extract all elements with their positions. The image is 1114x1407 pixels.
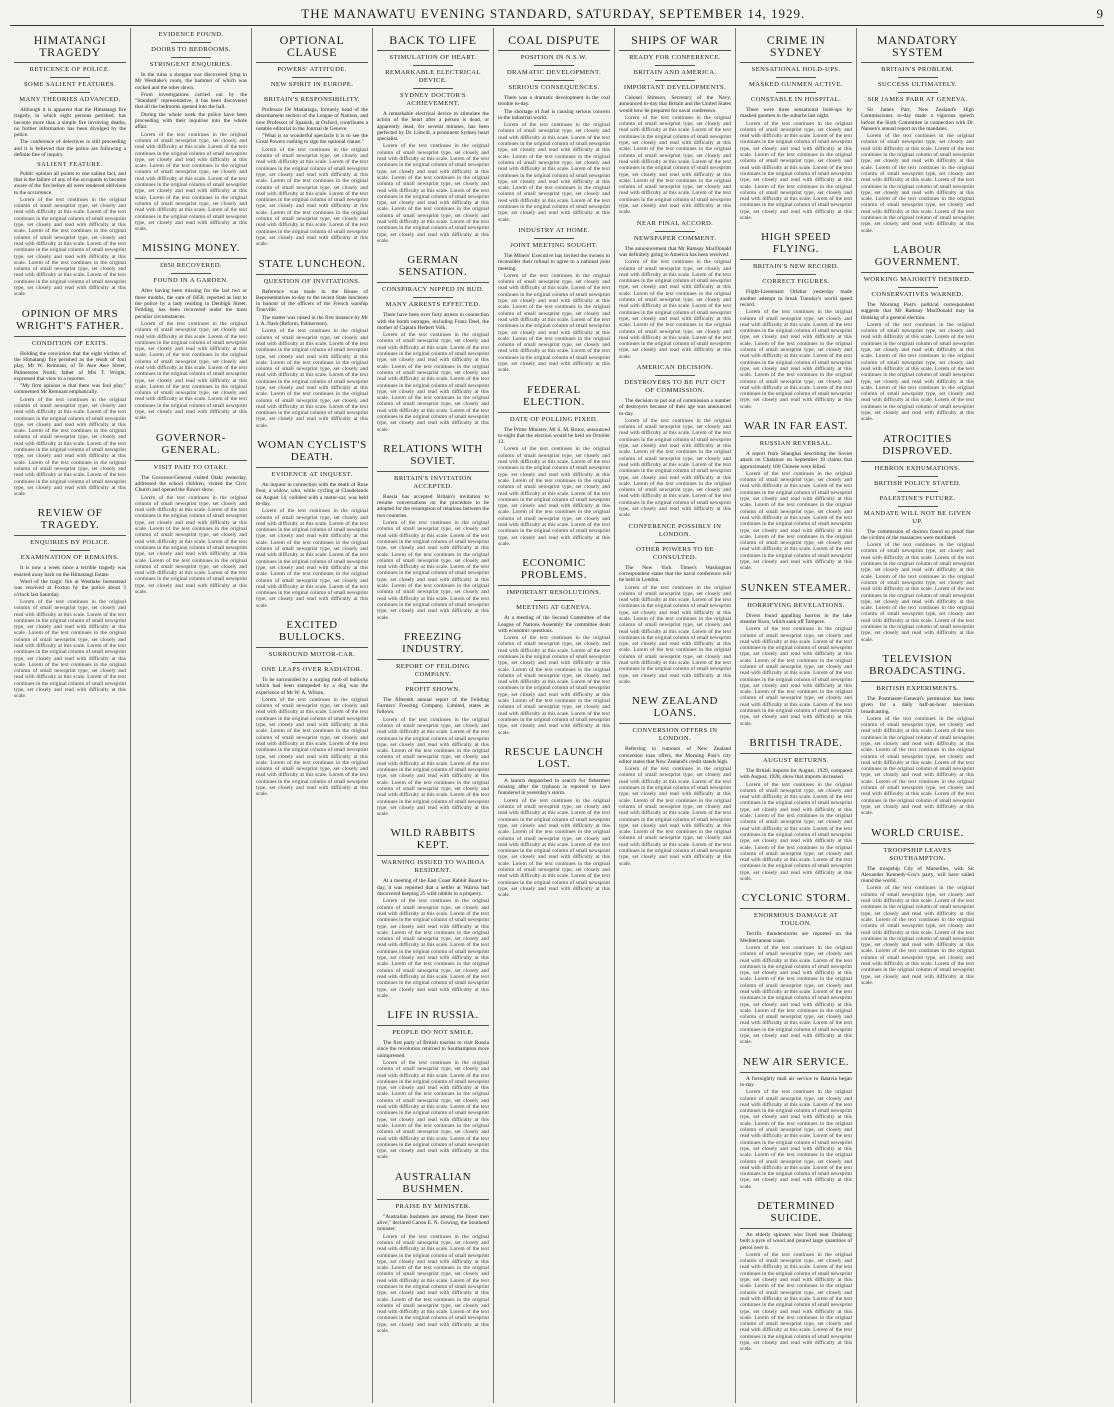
article-headline: OPTIONAL CLAUSE	[256, 28, 368, 63]
article-subheading: POWERS' ATTITUDE.	[277, 66, 347, 73]
article-paragraph: Lorem of the text continues in the original column of small newsprint type, set closely and read with difficulty at this scale. Lorem of the text continues in the original column of small newsprint type, set closely and read with difficulty at this scale. Lorem of the text continues in the original column of small newsprint type, set closely and read with difficulty at this scale. Lorem of the text continues in the original column of small newsprint type, set closely and read with difficulty at this scale. Lorem of the text continues in the original column of small newsprint type, set closely and read with difficulty at this scale. Lorem of the text continues in the original column of small newsprint type, set closely and read with difficulty at this scale.	[14, 196, 126, 298]
divider	[171, 273, 211, 274]
article	[377, 1165, 489, 1335]
article-headline: RELATIONS WITH SOVIET.	[377, 437, 489, 472]
article-paragraph: The matter was raised in the first instance by Mr J. A. Nash (Reform, Palmerston).	[256, 314, 368, 328]
article-paragraph: Colonel Stimson, Secretary of the Navy, announced to-day that Britain and the United States would now be prepared for naval conference.	[619, 95, 731, 114]
article-paragraph: Lorem of the text continues in the original column of small newsprint type, set closely and read with difficulty at this scale. Lorem of the text continues in the original column of small newsprint type, set closely and read with difficulty at this scale. Lorem of the text continues in the original column of small newsprint type, set closely and read with difficulty at this scale. Lorem of the text continues in the original column of small newsprint type, set closely and read with difficulty at this scale. Lorem of the text continues in the original column of small newsprint type, set closely and read with difficulty at this scale. Lorem of the text continues in the original column of small newsprint type, set closely and read with difficulty at this scale.	[740, 626, 852, 727]
divider	[655, 65, 695, 66]
article-paragraph: Lorem of the text continues in the original column of small newsprint type, set closely and read with difficulty at this scale. Lorem of the text continues in the original column of small newsprint type, set closely and read with difficulty at this scale. Lorem of the text continues in the original column of small newsprint type, set closely and read with difficulty at this scale. Lorem of the text continues in the original column of small newsprint type, set closely and read with difficulty at this scale. Lorem of the text continues in the original column of small newsprint type, set closely and read with difficulty at this scale. Lorem of the text continues in the original column of small newsprint type, set closely and read with difficulty at this scale.	[135, 494, 247, 595]
article-paragraph: The shortage of fuel is causing serious concern in the industrial world.	[498, 108, 610, 121]
article-subheading: CONSTABLE IN HOSPITAL.	[750, 96, 842, 103]
article-paragraph: Lorem of the text continues in the original column of small newsprint type, set closely and read with difficulty at this scale. Lorem of the text continues in the original column of small newsprint type, set closely and read with difficulty at this scale. Lorem of the text continues in the original column of small newsprint type, set closely and read with difficulty at this scale. Lorem of the text continues in the original column of small newsprint type, set closely and read with difficulty at this scale. Lorem of the text continues in the original column of small newsprint type, set closely and read with difficulty at this scale. Lorem of the text continues in the original column of small newsprint type, set closely and read with difficulty at this scale.	[619, 417, 731, 519]
article-headline: TELEVISION BROADCASTING.	[861, 647, 974, 682]
article-subheading: OTHER POWERS TO BE CONSULTED.	[636, 545, 714, 561]
article-subheading: MANDATE WILL NOT BE GIVEN UP.	[863, 509, 972, 525]
article-subheading: ONE LEAPS OVER RADIATOR.	[261, 666, 363, 673]
article-subheading: IMPORTANT RESOLUTIONS.	[506, 589, 602, 597]
divider	[898, 476, 938, 477]
article-headline: OPINION OF MRS WRIGHT'S FATHER.	[14, 302, 126, 337]
article-subheading: BRITAIN'S RESPONSIBILITY.	[263, 96, 361, 103]
article-headline: BACK TO LIFE	[377, 28, 489, 51]
column-5	[494, 28, 615, 1403]
column-1	[10, 28, 131, 1403]
article-paragraph: "What is so wonderful spectacle it is to see the Great Powers rushing to sign the optional clause."	[256, 133, 368, 146]
article-subheading: BRITISH EXPERIMENTS.	[876, 684, 959, 692]
article-subheading: PROFIT SHOWN.	[405, 685, 461, 693]
article-paragraph: Lorem of the text continues in the original column of small newsprint type, set closely and read with difficulty at this scale. Lorem of the text continues in the original column of small newsprint type, set closely and read with difficulty at this scale. Lorem of the text continues in the original column of small newsprint type, set closely and read with difficulty at this scale. Lorem of the text continues in the original column of small newsprint type, set closely and read with difficulty at this scale. Lorem of the text continues in the original column of small newsprint type, set closely and read with difficulty at this scale. Lorem of the text continues in the original column of small newsprint type, set closely and read with difficulty at this scale.	[740, 120, 852, 222]
article-paragraph: Lorem of the text continues in the original column of small newsprint type, set closely and read with difficulty at this scale. Lorem of the text continues in the original column of small newsprint type, set closely and read with difficulty at this scale. Lorem of the text continues in the original column of small newsprint type, set closely and read with difficulty at this scale. Lorem of the text continues in the original column of small newsprint type, set closely and read with difficulty at this scale. Lorem of the text continues in the original column of small newsprint type, set closely and read with difficulty at this scale. Lorem of the text continues in the original column of small newsprint type, set closely and read with difficulty at this scale.	[619, 114, 731, 216]
article-paragraph: Lorem of the text continues in the original column of small newsprint type, set closely and read with difficulty at this scale. Lorem of the text continues in the original column of small newsprint type, set closely and read with difficulty at this scale. Lorem of the text continues in the original column of small newsprint type, set closely and read with difficulty at this scale. Lorem of the text continues in the original column of small newsprint type, set closely and read with difficulty at this scale. Lorem of the text continues in the original column of small newsprint type, set closely and read with difficulty at this scale. Lorem of the text continues in the original column of small newsprint type, set closely and read with difficulty at this scale.	[256, 696, 368, 798]
article-paragraph: To be surrounded by a surging mob of bullocks which had been stampeded by a dog was the experience of Mr W. A. Wilson.	[256, 677, 368, 696]
article-headline: SUNKEN STEAMER.	[740, 576, 852, 599]
article-headline: CRIME IN SYDNEY	[740, 28, 852, 63]
article	[861, 28, 974, 234]
article-paragraph: Flight-Lieutenant Orlebar yesterday made another attempt to break Tuesday's world speed record.	[740, 289, 852, 308]
article-paragraph: Russia has accepted Britain's invitation to resume conversations on the procedure to be adopted for the resumption of relations between the two countries.	[377, 493, 489, 519]
column-6	[615, 28, 736, 1403]
article-paragraph: A fortnightly mail air service to Batavia began to-day.	[740, 1075, 852, 1088]
article-paragraph: Word of the tragic fire at Westlake homestead was received at Foxton by the police about 3 o'clock last Saturday.	[14, 579, 126, 598]
article-paragraph: The British imports for August, 1929, compared with August, 1928, show that imports increased.	[740, 767, 852, 781]
article-subheading: NEWSPAPER COMMENT.	[633, 234, 717, 242]
divider	[413, 88, 453, 89]
article-subheading: NEW SPIRIT IN EUROPE.	[270, 81, 354, 88]
article-paragraph: The Postmaster-General's permission has been given for a daily half-an-hour television broadcasting.	[861, 695, 974, 715]
article-paragraph: The conference of detectives is still proceeding and it is believed that the police are following a definite line of inquiry.	[14, 139, 126, 159]
column-4	[373, 28, 494, 1403]
article-headline: RESCUE LAUNCH LOST.	[498, 740, 610, 775]
article-paragraph: Referring to rumours of New Zealand conversion loan offers, the Morning Post's city editor states that New Zealand's credit stands high.	[619, 746, 731, 765]
article-paragraph: Although it is apparent that the Himatangi fire tragedy, in which eight persons perished, has become more than a simple fire involving deaths, no further information has been divulged by the police.	[14, 107, 126, 139]
article-subheading: SERIOUS CONSEQUENCES.	[508, 84, 600, 91]
article	[861, 427, 974, 643]
article-subheading: SURROUND MOTOR-CAR.	[268, 651, 356, 658]
article-subheading: RETICENCE OF POLICE.	[29, 66, 111, 73]
article-paragraph: Lorem of the text continues in the original column of small newsprint type, set closely and read with difficulty at this scale. Lorem of the text continues in the original column of small newsprint type, set closely and read with difficulty at this scale. Lorem of the text continues in the original column of small newsprint type, set closely and read with difficulty at this scale. Lorem of the text continues in the original column of small newsprint type, set closely and read with difficulty at this scale. Lorem of the text continues in the original column of small newsprint type, set closely and read with difficulty at this scale. Lorem of the text continues in the original column of small newsprint type, set closely and read with difficulty at this scale.	[619, 259, 731, 360]
divider	[413, 682, 453, 683]
article-subheading: SYDNEY DOCTOR'S ACHIEVEMENT.	[400, 92, 466, 107]
article-headline: MANDATORY SYSTEM	[861, 28, 974, 63]
article-paragraph: The first party of British tourists to visit Russia since the revolution returned to Southampton more unimpressed.	[377, 1040, 489, 1059]
article-subheading: MEETING AT GENEVA.	[516, 604, 592, 612]
article-subheading: CONFERENCE POSSIBLY IN LONDON.	[628, 522, 722, 538]
article-paragraph: After having been missing for the last two or three months, the sum of £850, reported as lost to the police by a lady residing in Denbigh Street, Feilding, has been recovered under the most peculiar circumstances.	[135, 288, 247, 320]
column-2	[131, 28, 252, 1403]
article-subheading: EXAMINATION OF REMAINS.	[20, 554, 120, 562]
article	[740, 28, 852, 221]
article-paragraph: Lorem of the text continues in the original column of small newsprint type, set closely and read with difficulty at this scale. Lorem of the text continues in the original column of small newsprint type, set closely and read with difficulty at this scale. Lorem of the text continues in the original column of small newsprint type, set closely and read with difficulty at this scale. Lorem of the text continues in the original column of small newsprint type, set closely and read with difficulty at this scale. Lorem of the text continues in the original column of small newsprint type, set closely and read with difficulty at this scale. Lorem of the text continues in the original column of small newsprint type, set closely and read with difficulty at this scale.	[740, 1089, 852, 1190]
article-paragraph: Lorem of the text continues in the original column of small newsprint type, set closely and read with difficulty at this scale. Lorem of the text continues in the original column of small newsprint type, set closely and read with difficulty at this scale. Lorem of the text continues in the original column of small newsprint type, set closely and read with difficulty at this scale. Lorem of the text continues in the original column of small newsprint type, set closely and read with difficulty at this scale. Lorem of the text continues in the original column of small newsprint type, set closely and read with difficulty at this scale. Lorem of the text continues in the original column of small newsprint type, set closely and read with difficulty at this scale.	[861, 542, 974, 643]
article-paragraph: During the whole week the police have been proceeding with their inquiries into the whole affair.	[135, 111, 247, 131]
article	[377, 1003, 489, 1161]
divider	[898, 506, 938, 507]
divider	[534, 65, 574, 66]
article-subheading: INDUSTRY AT HOME.	[518, 226, 590, 234]
article	[377, 437, 489, 621]
article-paragraph: Lorem of the text continues in the original column of small newsprint type, set closely and read with difficulty at this scale. Lorem of the text continues in the original column of small newsprint type, set closely and read with difficulty at this scale. Lorem of the text continues in the original column of small newsprint type, set closely and read with difficulty at this scale. Lorem of the text continues in the original column of small newsprint type, set closely and read with difficulty at this scale. Lorem of the text continues in the original column of small newsprint type, set closely and read with difficulty at this scale. Lorem of the text continues in the original column of small newsprint type, set closely and read with difficulty at this scale.	[740, 1251, 852, 1353]
article-paragraph: Lorem of the text continues in the original column of small newsprint type, set closely and read with difficulty at this scale. Lorem of the text continues in the original column of small newsprint type, set closely and read with difficulty at this scale. Lorem of the text continues in the original column of small newsprint type, set closely and read with difficulty at this scale. Lorem of the text continues in the original column of small newsprint type, set closely and read with difficulty at this scale. Lorem of the text continues in the original column of small newsprint type, set closely and read with difficulty at this scale. Lorem of the text continues in the original column of small newsprint type, set closely and read with difficulty at this scale.	[861, 715, 974, 817]
article-paragraph: Professor De Madariaga, formerly head of the disarmament section of the League of Nations, and now Professor of Spanish, at Oxford, contributes a notable editorial to the Journal de Geneve.	[256, 107, 368, 132]
article-paragraph: Lorem of the text continues in the original column of small newsprint type, set closely and read with difficulty at this scale. Lorem of the text continues in the original column of small newsprint type, set closely and read with difficulty at this scale. Lorem of the text continues in the original column of small newsprint type, set closely and read with difficulty at this scale. Lorem of the text continues in the original column of small newsprint type, set closely and read with difficulty at this scale. Lorem of the text continues in the original column of small newsprint type, set closely and read with difficulty at this scale. Lorem of the text continues in the original column of small newsprint type, set closely and read with difficulty at this scale.	[14, 598, 126, 700]
article-paragraph: There were three sensational hold-ups by masked gunmen in the suburbs last night.	[740, 107, 852, 120]
article-paragraph: Public opinion all points to one salient fact, and that is the failure of any of the occupants to become aware of the fire before all were rendered oblivious to the occurrence.	[14, 170, 126, 196]
article-headline: LABOUR GOVERNMENT.	[861, 238, 974, 273]
article-paragraph: Lorem of the text continues in the original column of small newsprint type, set closely and read with difficulty at this scale. Lorem of the text continues in the original column of small newsprint type, set closely and read with difficulty at this scale. Lorem of the text continues in the original column of small newsprint type, set closely and read with difficulty at this scale. Lorem of the text continues in the original column of small newsprint type, set closely and read with difficulty at this scale. Lorem of the text continues in the original column of small newsprint type, set closely and read with difficulty at this scale. Lorem of the text continues in the original column of small newsprint type, set closely and read with difficulty at this scale.	[740, 309, 852, 410]
divider	[898, 92, 938, 93]
article-paragraph: Lorem of the text continues in the original column of small newsprint type, set closely and read with difficulty at this scale. Lorem of the text continues in the original column of small newsprint type, set closely and read with difficulty at this scale. Lorem of the text continues in the original column of small newsprint type, set closely and read with difficulty at this scale. Lorem of the text continues in the original column of small newsprint type, set closely and read with difficulty at this scale. Lorem of the text continues in the original column of small newsprint type, set closely and read with difficulty at this scale. Lorem of the text continues in the original column of small newsprint type, set closely and read with difficulty at this scale.	[377, 332, 489, 433]
article-subheading: ENQUIRIES BY POLICE.	[30, 539, 110, 547]
article-paragraph: Lorem of the text continues in the original column of small newsprint type, set closely and read with difficulty at this scale. Lorem of the text continues in the original column of small newsprint type, set closely and read with difficulty at this scale. Lorem of the text continues in the original column of small newsprint type, set closely and read with difficulty at this scale. Lorem of the text continues in the original column of small newsprint type, set closely and read with difficulty at this scale. Lorem of the text continues in the original column of small newsprint type, set closely and read with difficulty at this scale. Lorem of the text continues in the original column of small newsprint type, set closely and read with difficulty at this scale.	[498, 446, 610, 547]
article-subheading: AUGUST RETURNS.	[763, 756, 829, 764]
article	[14, 28, 126, 298]
article-subheading: VISIT PAID TO OTAKI.	[153, 463, 229, 471]
article	[740, 731, 852, 882]
article-paragraph: Lorem of the text continues in the original column of small newsprint type, set closely and read with difficulty at this scale. Lorem of the text continues in the original column of small newsprint type, set closely and read with difficulty at this scale. Lorem of the text continues in the original column of small newsprint type, set closely and read with difficulty at this scale. Lorem of the text continues in the original column of small newsprint type, set closely and read with difficulty at this scale. Lorem of the text continues in the original column of small newsprint type, set closely and read with difficulty at this scale. Lorem of the text continues in the original column of small newsprint type, set closely and read with difficulty at this scale.	[740, 781, 852, 883]
article-subheading: HORRIFYING REVELATIONS.	[747, 601, 845, 609]
article	[498, 740, 610, 899]
article-paragraph: The commission of doctors found no proof that the victims of the massacres were mutilated.	[861, 528, 974, 541]
article-paragraph: Lorem of the text continues in the original column of small newsprint type, set closely and read with difficulty at this scale. Lorem of the text continues in the original column of small newsprint type, set closely and read with difficulty at this scale. Lorem of the text continues in the original column of small newsprint type, set closely and read with difficulty at this scale. Lorem of the text continues in the original column of small newsprint type, set closely and read with difficulty at this scale. Lorem of the text continues in the original column of small newsprint type, set closely and read with difficulty at this scale. Lorem of the text continues in the original column of small newsprint type, set closely and read with difficulty at this scale.	[861, 885, 974, 986]
article	[619, 28, 731, 216]
article-paragraph: Reference was made in the House of Representatives to-day to the recent State luncheon in honour of the officers of the French warship Tourville.	[256, 288, 368, 314]
article-subheading: DATE OF POLLING FIXED.	[509, 415, 599, 423]
article-paragraph: Lorem of the text continues in the original column of small newsprint type, set closely and read with difficulty at this scale. Lorem of the text continues in the original column of small newsprint type, set closely and read with difficulty at this scale. Lorem of the text continues in the original column of small newsprint type, set closely and read with difficulty at this scale. Lorem of the text continues in the original column of small newsprint type, set closely and read with difficulty at this scale. Lorem of the text continues in the original column of small newsprint type, set closely and read with difficulty at this scale. Lorem of the text continues in the original column of small newsprint type, set closely and read with difficulty at this scale.	[740, 944, 852, 1046]
article-subheading: SENSATIONAL HOLD-UPS.	[751, 66, 841, 73]
article-paragraph: Lorem of the text continues in the original column of small newsprint type, set closely and read with difficulty at this scale. Lorem of the text continues in the original column of small newsprint type, set closely and read with difficulty at this scale. Lorem of the text continues in the original column of small newsprint type, set closely and read with difficulty at this scale. Lorem of the text continues in the original column of small newsprint type, set closely and read with difficulty at this scale. Lorem of the text continues in the original column of small newsprint type, set closely and read with difficulty at this scale. Lorem of the text continues in the original column of small newsprint type, set closely and read with difficulty at this scale.	[14, 396, 126, 498]
article-subheading: £850 RECOVERED.	[159, 262, 223, 270]
article-paragraph: A report from Shanghai describing the Soviet attack on Chalainor on September 10 claims that approximately 100 Chinese were killed.	[740, 450, 852, 470]
divider	[534, 238, 574, 239]
article	[498, 227, 610, 374]
article-headline: CYCLONIC STORM.	[740, 886, 852, 909]
article-paragraph: From investigations carried out by the "Standard" representative, it has been discovered that all the bedrooms opened into the hall.	[135, 91, 247, 111]
article-subheading: BRITISH POLICY STATED.	[874, 479, 961, 487]
page-number: 9	[1096, 6, 1104, 21]
article-subheading: QUESTION OF INVITATIONS.	[263, 277, 361, 285]
article-subheading: IMPORTANT DEVELOPMENTS.	[623, 84, 727, 91]
article-paragraph: Lorem of the text continues in the original column of small newsprint type, set closely and read with difficulty at this scale. Lorem of the text continues in the original column of small newsprint type, set closely and read with difficulty at this scale. Lorem of the text continues in the original column of small newsprint type, set closely and read with difficulty at this scale. Lorem of the text continues in the original column of small newsprint type, set closely and read with difficulty at this scale. Lorem of the text continues in the original column of small newsprint type, set closely and read with difficulty at this scale. Lorem of the text continues in the original column of small newsprint type, set closely and read with difficulty at this scale.	[256, 146, 368, 248]
article-headline: WORLD CRUISE.	[861, 821, 974, 844]
divider	[534, 80, 574, 81]
article	[740, 1050, 852, 1190]
article-headline: WOMAN CYCLIST'S DEATH.	[256, 433, 368, 468]
article	[135, 236, 247, 421]
article-subheading: MASKED GUNMEN ACTIVE.	[749, 81, 843, 88]
article-subheading: CONDITION OF EXITS.	[31, 339, 109, 347]
divider	[50, 77, 90, 78]
divider	[776, 274, 816, 275]
article-subheading: REMARKABLE ELECTRICAL DEVICE.	[385, 69, 481, 84]
article-paragraph: Lorem of the text continues in the original column of small newsprint type, set closely and read with difficulty at this scale. Lorem of the text continues in the original column of small newsprint type, set closely and read with difficulty at this scale. Lorem of the text continues in the original column of small newsprint type, set closely and read with difficulty at this scale. Lorem of the text continues in the original column of small newsprint type, set closely and read with difficulty at this scale. Lorem of the text continues in the original column of small newsprint type, set closely and read with difficulty at this scale. Lorem of the text continues in the original column of small newsprint type, set closely and read with difficulty at this scale.	[135, 131, 247, 233]
article	[861, 647, 974, 817]
divider	[292, 77, 332, 78]
divider	[655, 375, 695, 376]
article-paragraph: The Governor-General visited Otaki yesterday, addressed the school children, visited the Civic Church and opened the flower show.	[135, 474, 247, 494]
divider	[776, 92, 816, 93]
article	[498, 378, 610, 548]
article	[377, 625, 489, 818]
article-subheading: TROOPSHIP LEAVES SOUTHAMPTON.	[883, 846, 952, 862]
article-paragraph: Lorem of the text continues in the original column of small newsprint type, set closely and read with difficulty at this scale. Lorem of the text continues in the original column of small newsprint type, set closely and read with difficulty at this scale. Lorem of the text continues in the original column of small newsprint type, set closely and read with difficulty at this scale. Lorem of the text continues in the original column of small newsprint type, set closely and read with difficulty at this scale. Lorem of the text continues in the original column of small newsprint type, set closely and read with difficulty at this scale. Lorem of the text continues in the original column of small newsprint type, set closely and read with difficulty at this scale.	[135, 320, 247, 422]
article-paragraph: Lorem of the text continues in the original column of small newsprint type, set closely and read with difficulty at this scale. Lorem of the text continues in the original column of small newsprint type, set closely and read with difficulty at this scale. Lorem of the text continues in the original column of small newsprint type, set closely and read with difficulty at this scale. Lorem of the text continues in the original column of small newsprint type, set closely and read with difficulty at this scale. Lorem of the text continues in the original column of small newsprint type, set closely and read with difficulty at this scale. Lorem of the text continues in the original column of small newsprint type, set closely and read with difficulty at this scale.	[377, 1233, 489, 1335]
article	[14, 302, 126, 498]
article-paragraph: The New York Times's Washington correspondent states that the naval conference will be held in London.	[619, 564, 731, 584]
article-subheading: WORKING MAJORITY DESIRED.	[863, 275, 972, 283]
article-paragraph: Lorem of the text continues in the original column of small newsprint type, set closely and read with difficulty at this scale. Lorem of the text continues in the original column of small newsprint type, set closely and read with difficulty at this scale. Lorem of the text continues in the original column of small newsprint type, set closely and read with difficulty at this scale. Lorem of the text continues in the original column of small newsprint type, set closely and read with difficulty at this scale. Lorem of the text continues in the original column of small newsprint type, set closely and read with difficulty at this scale. Lorem of the text continues in the original column of small newsprint type, set closely and read with difficulty at this scale.	[498, 122, 610, 223]
article-paragraph: Lorem of the text continues in the original column of small newsprint type, set closely and read with difficulty at this scale. Lorem of the text continues in the original column of small newsprint type, set closely and read with difficulty at this scale. Lorem of the text continues in the original column of small newsprint type, set closely and read with difficulty at this scale. Lorem of the text continues in the original column of small newsprint type, set closely and read with difficulty at this scale. Lorem of the text continues in the original column of small newsprint type, set closely and read with difficulty at this scale. Lorem of the text continues in the original column of small newsprint type, set closely and read with difficulty at this scale.	[377, 520, 489, 621]
article-subheading: BRITAIN'S INVITATION ACCEPTED.	[394, 474, 472, 490]
article	[619, 364, 731, 519]
divider	[898, 287, 938, 288]
article-paragraph: At a meeting of the Second Committee of the League of Nations Assembly the committee dealt with economic questions.	[498, 615, 610, 634]
article-subheading: FOUND IN A GARDEN.	[153, 277, 229, 285]
article-paragraph: A launch despatched to search for fishermen missing after the typhoon is reported to have foundered in yesterday's storm.	[498, 777, 610, 797]
divider	[50, 550, 90, 551]
article	[861, 821, 974, 987]
article-paragraph: Lorem of the text continues in the original column of small newsprint type, set closely and read with difficulty at this scale. Lorem of the text continues in the original column of small newsprint type, set closely and read with difficulty at this scale. Lorem of the text continues in the original column of small newsprint type, set closely and read with difficulty at this scale. Lorem of the text continues in the original column of small newsprint type, set closely and read with difficulty at this scale. Lorem of the text continues in the original column of small newsprint type, set closely and read with difficulty at this scale. Lorem of the text continues in the original column of small newsprint type, set closely and read with difficulty at this scale.	[377, 898, 489, 999]
article-subheading: CORRECT FIGURES.	[762, 278, 830, 286]
article-headline: ECONOMIC PROBLEMS.	[498, 551, 610, 586]
article-subheading: STIMULATION OF HEART.	[389, 54, 477, 61]
article-paragraph: Divers found appalling horrors in the lake steamer Kuru, which sank off Tampere.	[740, 612, 852, 625]
article	[740, 225, 852, 410]
article-headline: EXCITED BULLOCKS.	[256, 613, 368, 648]
article	[498, 551, 610, 736]
article-paragraph: The Miners' Executive has invited the owners to reconsider their refusal to agree to a national joint meeting.	[498, 252, 610, 272]
article-subheading: CONSERVATIVES WARNED.	[871, 290, 964, 298]
article-headline: DETERMINED SUICIDE.	[740, 1194, 852, 1229]
article-paragraph: Lorem of the text continues in the original column of small newsprint type, set closely and read with difficulty at this scale. Lorem of the text continues in the original column of small newsprint type, set closely and read with difficulty at this scale. Lorem of the text continues in the original column of small newsprint type, set closely and read with difficulty at this scale. Lorem of the text continues in the original column of small newsprint type, set closely and read with difficulty at this scale. Lorem of the text continues in the original column of small newsprint type, set closely and read with difficulty at this scale. Lorem of the text continues in the original column of small newsprint type, set closely and read with difficulty at this scale.	[377, 1059, 489, 1161]
divider	[655, 80, 695, 81]
article-paragraph: It is now a week since a terrible tragedy was enacted away back on the Himatangi Estate.	[14, 565, 126, 578]
divider	[171, 42, 211, 43]
article	[619, 220, 731, 360]
column-3	[252, 28, 373, 1403]
divider	[655, 542, 695, 543]
article	[619, 689, 731, 867]
article-subheading: PRAISE BY MINISTER.	[395, 1202, 471, 1210]
column-7	[736, 28, 857, 1403]
article-paragraph: Sir James Parr, New Zealand's High Commissioner, to-day made a vigorous speech before the Sixth Committee in connection with Dr. Nansen's annual report on the mandates.	[861, 107, 974, 132]
divider	[413, 65, 453, 66]
article-paragraph: An inquest in connection with the death of Rose Fear, a widow, who, while cycling at Claudelands on August 14, collided with a motor-car, was held to-day.	[256, 482, 368, 507]
masthead	[10, 6, 1104, 26]
divider	[292, 662, 332, 663]
article-subheading: DOORS TO BEDROOMS.	[151, 46, 231, 53]
article-subheading: BRITAIN'S NEW RECORD.	[752, 263, 840, 271]
divider	[534, 600, 574, 601]
article-headline: STATE LUNCHEON.	[256, 252, 368, 275]
article-paragraph: The fifteenth annual report of the Feilding Farmers' Freezing Company, Limited, states as follows.	[377, 696, 489, 716]
article-subheading: DESTROYERS TO BE PUT OUT OF COMMISSION.	[624, 378, 726, 394]
article	[861, 238, 974, 423]
article-paragraph: The decision to put out of commission a number of destroyers because of their age was announced to-day.	[619, 397, 731, 417]
divider	[413, 297, 453, 298]
divider	[898, 491, 938, 492]
article-subheading: DRAMATIC DEVELOPMENT.	[506, 69, 602, 76]
article	[135, 426, 247, 596]
divider	[776, 77, 816, 78]
article-paragraph: The Morning Post's political correspondent suggests that Mr Ramsay MacDonald may be thinking of a general election.	[861, 301, 974, 321]
article-paragraph: Lorem of the text continues in the original column of small newsprint type, set closely and read with difficulty at this scale. Lorem of the text continues in the original column of small newsprint type, set closely and read with difficulty at this scale. Lorem of the text continues in the original column of small newsprint type, set closely and read with difficulty at this scale. Lorem of the text continues in the original column of small newsprint type, set closely and read with difficulty at this scale. Lorem of the text continues in the original column of small newsprint type, set closely and read with difficulty at this scale. Lorem of the text continues in the original column of small newsprint type, set closely and read with difficulty at this scale.	[256, 508, 368, 609]
article-subheading: REPORT OF FEILDING COMPANY.	[395, 662, 471, 678]
article-subheading: CONSPIRACY NIPPED IN BUD.	[381, 286, 485, 294]
article-subheading: PALESTINE'S FUTURE.	[879, 494, 956, 502]
article-paragraph: Lorem of the text continues in the original column of small newsprint type, set closely and read with difficulty at this scale. Lorem of the text continues in the original column of small newsprint type, set closely and read with difficulty at this scale. Lorem of the text continues in the original column of small newsprint type, set closely and read with difficulty at this scale. Lorem of the text continues in the original column of small newsprint type, set closely and read with difficulty at this scale. Lorem of the text continues in the original column of small newsprint type, set closely and read with difficulty at this scale. Lorem of the text continues in the original column of small newsprint type, set closely and read with difficulty at this scale.	[619, 766, 731, 867]
article-headline: WAR IN FAR EAST.	[740, 414, 852, 437]
article-subheading: RUSSIAN REVERSAL.	[759, 439, 833, 447]
article-headline: WILD RABBITS KEPT.	[377, 821, 489, 856]
article-headline: NEW AIR SERVICE.	[740, 1050, 852, 1073]
article-subheading: MANY THEORIES ADVANCED.	[19, 96, 121, 103]
article-subheading: BRITAIN AND AMERICA.	[633, 69, 717, 76]
article	[619, 523, 731, 686]
article-subheading: SOME SALIENT FEATURES.	[23, 81, 117, 88]
article-paragraph: "My firm opinion is that there was foul play," commented Mr Remnant emphatically.	[14, 383, 126, 396]
article-subheading: SIR JAMES PARR AT GENEVA.	[867, 96, 968, 103]
article-subheading: NEAR FINAL ACCORD.	[636, 219, 714, 227]
divider	[292, 92, 332, 93]
divider	[898, 77, 938, 78]
article	[256, 28, 368, 248]
article-paragraph: There was a dramatic development in the coal trouble to-day.	[498, 95, 610, 108]
article-headline: FEDERAL ELECTION.	[498, 378, 610, 413]
article-paragraph: There have been over forty arrests in connection with the bomb outrages, including Franz Doel, the mother of Captain Herbert Volk.	[377, 312, 489, 331]
article	[135, 31, 247, 232]
article-subheading: JOINT MEETING SOUGHT.	[510, 241, 598, 249]
article-headline: GERMAN SENSATION.	[377, 248, 489, 283]
article	[740, 576, 852, 727]
article-subheading: AMERICAN DECISION.	[636, 363, 714, 371]
article-headline: GOVERNOR-GENERAL.	[135, 426, 247, 461]
article-paragraph: An elderly spinster who lived near Duisburg built a pyre of wood and poured large quantities of petrol over it.	[740, 1232, 852, 1251]
article-headline: MISSING MONEY.	[135, 236, 247, 259]
article-headline: ATROCITIES DISPROVED.	[861, 427, 974, 462]
article-subheading: EVIDENCE AT INQUEST.	[271, 471, 353, 479]
article	[377, 28, 489, 244]
article-paragraph: Lorem of the text continues in the original column of small newsprint type, set closely and read with difficulty at this scale. Lorem of the text continues in the original column of small newsprint type, set closely and read with difficulty at this scale. Lorem of the text continues in the original column of small newsprint type, set closely and read with difficulty at this scale. Lorem of the text continues in the original column of small newsprint type, set closely and read with difficulty at this scale. Lorem of the text continues in the original column of small newsprint type, set closely and read with difficulty at this scale. Lorem of the text continues in the original column of small newsprint type, set closely and read with difficulty at this scale.	[377, 143, 489, 244]
article-paragraph: The Prime Minister, Mr S. M. Bruce, announced to-night that the election would be held on October 12.	[498, 426, 610, 446]
article-paragraph: The troopship City of Marseilles, with Sir Alexander Kennedy-Cox's party, will have sailed round the world.	[861, 865, 974, 885]
article-subheading: BRITAIN'S PROBLEM.	[881, 66, 954, 73]
article-subheading: ENORMOUS DAMAGE AT TOULON.	[753, 912, 839, 928]
article-subheading: WARNING ISSUED TO WAIROA RESIDENT.	[381, 859, 485, 875]
article-subheading: STRINGENT ENQUIRIES.	[149, 61, 233, 68]
article-paragraph: "Australian bushmen are among the finest men alive," declared Canon E. N. Gowing, the Southend minister.	[377, 1213, 489, 1233]
article-paragraph: Lorem of the text continues in the original column of small newsprint type, set closely and read with difficulty at this scale. Lorem of the text continues in the original column of small newsprint type, set closely and read with difficulty at this scale. Lorem of the text continues in the original column of small newsprint type, set closely and read with difficulty at this scale. Lorem of the text continues in the original column of small newsprint type, set closely and read with difficulty at this scale. Lorem of the text continues in the original column of small newsprint type, set closely and read with difficulty at this scale. Lorem of the text continues in the original column of small newsprint type, set closely and read with difficulty at this scale.	[740, 470, 852, 572]
article-paragraph: Lorem of the text continues in the original column of small newsprint type, set closely and read with difficulty at this scale. Lorem of the text continues in the original column of small newsprint type, set closely and read with difficulty at this scale. Lorem of the text continues in the original column of small newsprint type, set closely and read with difficulty at this scale. Lorem of the text continues in the original column of small newsprint type, set closely and read with difficulty at this scale. Lorem of the text continues in the original column of small newsprint type, set closely and read with difficulty at this scale. Lorem of the text continues in the original column of small newsprint type, set closely and read with difficulty at this scale.	[498, 635, 610, 736]
article	[740, 886, 852, 1045]
article	[377, 821, 489, 999]
article-headline: HIMATANGI TRAGEDY	[14, 28, 126, 63]
article-subheading: EVIDENCE FOUND.	[158, 31, 224, 38]
article-subheading: SALIENT FEATURE.	[37, 161, 103, 169]
article-paragraph: A remarkable electrical device to stimulate the action of the heart after a person is dead, or apparently dead, for several minutes, has been perfected by Dr. Lidwill, a prominent Sydney heart specialist.	[377, 111, 489, 143]
article-headline: BRITISH TRADE.	[740, 731, 852, 754]
columns-container	[10, 28, 1104, 1403]
article-paragraph: Lorem of the text continues in the original column of small newsprint type, set closely and read with difficulty at this scale. Lorem of the text continues in the original column of small newsprint type, set closely and read with difficulty at this scale. Lorem of the text continues in the original column of small newsprint type, set closely and read with difficulty at this scale. Lorem of the text continues in the original column of small newsprint type, set closely and read with difficulty at this scale. Lorem of the text continues in the original column of small newsprint type, set closely and read with difficulty at this scale. Lorem of the text continues in the original column of small newsprint type, set closely and read with difficulty at this scale.	[861, 321, 974, 423]
divider	[171, 57, 211, 58]
article-headline: AUSTRALIAN BUSHMEN.	[377, 1165, 489, 1200]
article	[740, 414, 852, 572]
article-headline: COAL DISPUTE	[498, 28, 610, 51]
article-headline: FREEZING INDUSTRY.	[377, 625, 489, 660]
article	[256, 433, 368, 609]
article-subheading: POSITION IN N.S.W.	[520, 54, 588, 61]
article-subheading: SUCCESS ULTIMATELY.	[877, 81, 958, 88]
article-paragraph: Holding the conviction that the eight victims of the Himatangi fire perished as the result of foul play, Mr W. Remnant, of Te Awe Awe Street, Palmerston North, father of Mrs T. Wright, expressed that view to a reporter.	[14, 350, 126, 382]
article	[14, 501, 126, 699]
article-paragraph: Lorem of the text continues in the original column of small newsprint type, set closely and read with difficulty at this scale. Lorem of the text continues in the original column of small newsprint type, set closely and read with difficulty at this scale. Lorem of the text continues in the original column of small newsprint type, set closely and read with difficulty at this scale. Lorem of the text continues in the original column of small newsprint type, set closely and read with difficulty at this scale. Lorem of the text continues in the original column of small newsprint type, set closely and read with difficulty at this scale. Lorem of the text continues in the original column of small newsprint type, set closely and read with difficulty at this scale.	[498, 272, 610, 374]
article-paragraph: The announcement that Mr Ramsay MacDonald was definitely going to America has been received.	[619, 245, 731, 258]
article-headline: REVIEW OF TRAGEDY.	[14, 501, 126, 536]
article	[498, 28, 610, 223]
article-paragraph: Lorem of the text continues in the original column of small newsprint type, set closely and read with difficulty at this scale. Lorem of the text continues in the original column of small newsprint type, set closely and read with difficulty at this scale. Lorem of the text continues in the original column of small newsprint type, set closely and read with difficulty at this scale. Lorem of the text continues in the original column of small newsprint type, set closely and read with difficulty at this scale. Lorem of the text continues in the original column of small newsprint type, set closely and read with difficulty at this scale. Lorem of the text continues in the original column of small newsprint type, set closely and read with difficulty at this scale.	[377, 716, 489, 818]
article-paragraph: Lorem of the text continues in the original column of small newsprint type, set closely and read with difficulty at this scale. Lorem of the text continues in the original column of small newsprint type, set closely and read with difficulty at this scale. Lorem of the text continues in the original column of small newsprint type, set closely and read with difficulty at this scale. Lorem of the text continues in the original column of small newsprint type, set closely and read with difficulty at this scale. Lorem of the text continues in the original column of small newsprint type, set closely and read with difficulty at this scale. Lorem of the text continues in the original column of small newsprint type, set closely and read with difficulty at this scale.	[256, 328, 368, 429]
article-subheading: HEBRON EXHUMATIONS.	[874, 464, 961, 472]
divider	[50, 92, 90, 93]
article-paragraph: In the ruins a shotgun was discovered lying in Mr Westlake's room, the hammer of which was cocked and the other down.	[135, 72, 247, 91]
article-subheading: CONVERSION OFFERS IN LONDON.	[632, 727, 718, 743]
article-paragraph: Lorem of the text continues in the original column of small newsprint type, set closely and read with difficulty at this scale. Lorem of the text continues in the original column of small newsprint type, set closely and read with difficulty at this scale. Lorem of the text continues in the original column of small newsprint type, set closely and read with difficulty at this scale. Lorem of the text continues in the original column of small newsprint type, set closely and read with difficulty at this scale. Lorem of the text continues in the original column of small newsprint type, set closely and read with difficulty at this scale. Lorem of the text continues in the original column of small newsprint type, set closely and read with difficulty at this scale.	[619, 584, 731, 685]
article-subheading: READY FOR CONFERENCE.	[629, 54, 721, 61]
article-paragraph: Lorem of the text continues in the original column of small newsprint type, set closely and read with difficulty at this scale. Lorem of the text continues in the original column of small newsprint type, set closely and read with difficulty at this scale. Lorem of the text continues in the original column of small newsprint type, set closely and read with difficulty at this scale. Lorem of the text continues in the original column of small newsprint type, set closely and read with difficulty at this scale. Lorem of the text continues in the original column of small newsprint type, set closely and read with difficulty at this scale. Lorem of the text continues in the original column of small newsprint type, set closely and read with difficulty at this scale.	[861, 133, 974, 234]
masthead-title: THE MANAWATU EVENING STANDARD, SATURDAY, SEPTEMBER 14, 1929.	[301, 6, 806, 21]
article-subheading: PEOPLE DO NOT SMILE.	[392, 1029, 474, 1037]
article-subheading: MANY ARRESTS EFFECTED.	[385, 301, 481, 309]
column-8	[857, 28, 978, 1403]
article	[256, 613, 368, 798]
article-headline: SHIPS OF WAR	[619, 28, 731, 51]
article	[740, 1194, 852, 1353]
article	[256, 252, 368, 430]
article-paragraph: Terrific thunderstorms are reported on the Mediterranean coast.	[740, 931, 852, 944]
article-paragraph: At a meeting of the East Coast Rabbit Board to-day, it was reported that a settler at Wairoa had discovered keeping 25 wild rabbits in a property.	[377, 878, 489, 898]
article-headline: LIFE IN RUSSIA.	[377, 1003, 489, 1026]
article-headline: HIGH SPEED FLYING.	[740, 225, 852, 260]
article-paragraph: Lorem of the text continues in the original column of small newsprint type, set closely and read with difficulty at this scale. Lorem of the text continues in the original column of small newsprint type, set closely and read with difficulty at this scale. Lorem of the text continues in the original column of small newsprint type, set closely and read with difficulty at this scale. Lorem of the text continues in the original column of small newsprint type, set closely and read with difficulty at this scale. Lorem of the text continues in the original column of small newsprint type, set closely and read with difficulty at this scale. Lorem of the text continues in the original column of small newsprint type, set closely and read with difficulty at this scale.	[498, 797, 610, 899]
divider	[655, 231, 695, 232]
article-headline: NEW ZEALAND LOANS.	[619, 689, 731, 724]
article	[377, 248, 489, 433]
